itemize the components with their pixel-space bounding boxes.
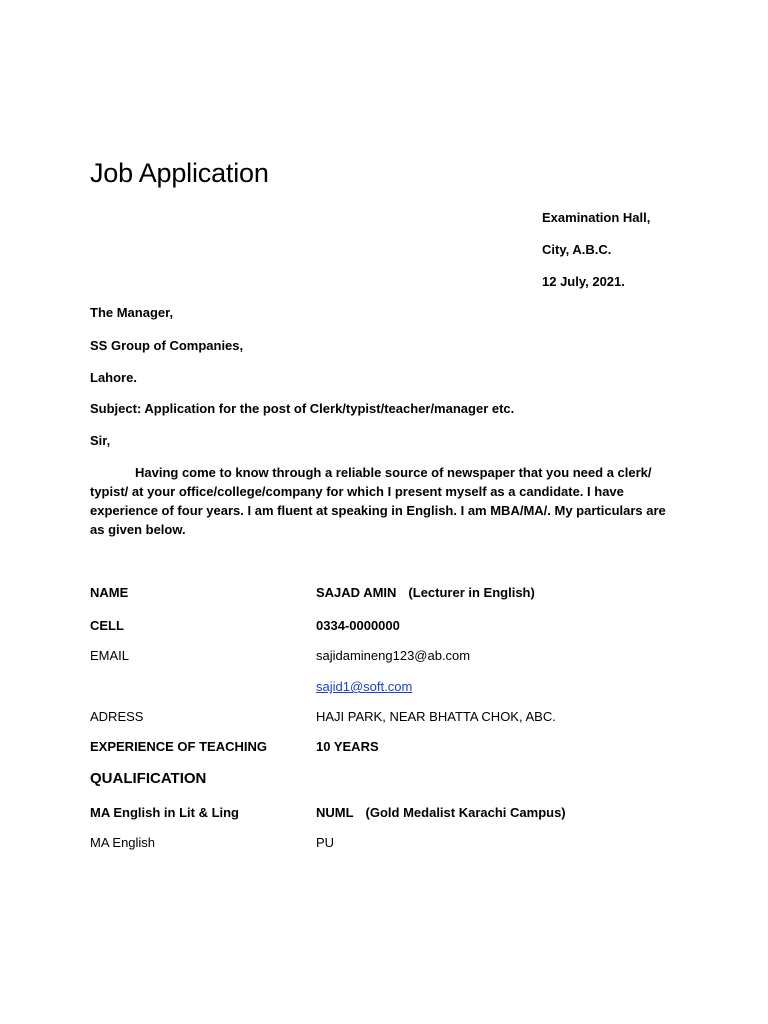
- qualification-degree-1: MA English in Lit & Ling: [90, 805, 239, 820]
- recipient-line-3: Lahore.: [90, 370, 137, 385]
- email-value: sajidamineng123@ab.com: [316, 648, 471, 663]
- qualification-institute-cell-1: [316, 805, 566, 820]
- experience-label: EXPERIENCE OF TEACHING: [90, 739, 267, 754]
- date-line: 12 July, 2021.: [542, 274, 625, 289]
- salutation: Sir,: [90, 433, 111, 448]
- email-label: EMAIL: [90, 648, 130, 663]
- recipient-line-1: The Manager,: [90, 305, 174, 320]
- name-value-cell: [316, 585, 535, 600]
- name-value: SAJAD AMIN: [316, 585, 397, 600]
- body-text: Having come to know through a reliable source of newspaper that you need a clerk/ typist/ at your office/college/company for which I present myself as a candidate. I have experience of four years. I am fluent at speaking in English. I am MBA/MA/. My particulars are as given below.: [90, 465, 666, 537]
- qualification-institute-1: NUML: [316, 805, 354, 820]
- email-link[interactable]: sajid1@soft.com: [316, 679, 413, 694]
- name-label: NAME: [90, 585, 129, 600]
- qualification-institute-2: PU: [316, 835, 335, 850]
- qualification-degree-2: MA English: [90, 835, 156, 850]
- name-note: (Lecturer in English): [408, 585, 535, 600]
- qualification-note-1: (Gold Medalist Karachi Campus): [365, 805, 566, 820]
- document-title: Job Application: [90, 158, 269, 188]
- qualification-heading: QUALIFICATION: [90, 770, 207, 787]
- cell-value: 0334-0000000: [316, 618, 400, 633]
- cell-label: CELL: [90, 618, 124, 633]
- address-value: HAJI PARK, NEAR BHATTA CHOK, ABC.: [316, 709, 556, 724]
- body-paragraph: [90, 463, 680, 539]
- subject-line: Subject: Application for the post of Clerk/typist/teacher/manager etc.: [90, 401, 515, 416]
- sender-address-line-2: City, A.B.C.: [542, 242, 612, 257]
- address-label: ADRESS: [90, 709, 144, 724]
- sender-address-line-1: Examination Hall,: [542, 210, 651, 225]
- recipient-line-2: SS Group of Companies,: [90, 338, 244, 353]
- experience-value: 10 YEARS: [316, 739, 379, 754]
